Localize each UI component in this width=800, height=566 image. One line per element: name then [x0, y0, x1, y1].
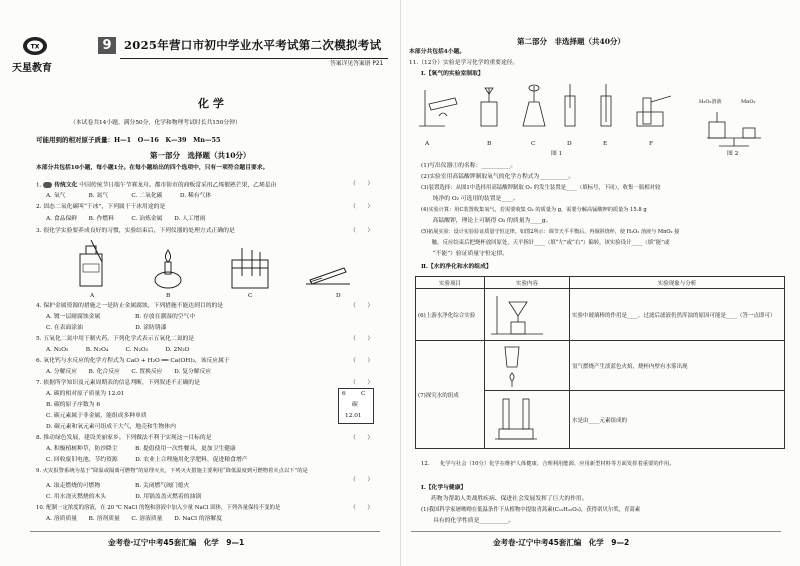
brand-logo-text: 天星教育 — [12, 63, 52, 74]
question-12-head: 12. 化学与社会（10分）化学在维护人体健康、合理利用能源、应用新型材料等方面发挥着重要的作用。 — [421, 461, 675, 467]
experiment-table — [415, 276, 785, 449]
question-1: 1. 传统文化 中国传统节日端午节赛龙舟。都市街市的商贩常采用乙烯催熟芒果，乙烯是由 — [36, 182, 277, 189]
right-footer: 金考卷·辽宁中考45套汇编 化学 9—2 — [493, 538, 630, 547]
question-2: 2. 固态二氧化碳叫“干冰”，下列属于干冰用途的是 — [36, 204, 166, 210]
left-page: TX 天星教育 9 2025年营口市初中学业水平考试第二次模拟考试 答案详见答案册 P21 化 学 （本试卷共14小题，满分50分，化学和物理考试时长共150分钟） 可能用到的相对原子质量：H—1 O—16 K—39 Mn—55 第一部分 选择题（共10分） 本部分共包括10小题，每小题1分。在每小题给出的四个选项中，只有一项符合题目要求。 1. 传统文化 中国传统节日端午节赛龙舟。都市街市的商贩常采用乙烯催熟芒果，乙烯是由 （ ） A. 氧气 B. 氮气 C. 二氧化碳 D. 稀有气体 2. 固态二氧化碳叫“干冰”，下列属于干冰用途的是 （ ） A. 食品保鲜 B. 作燃料 C. 冶炼金属 D. 人工增雨 3. 很化学实验要养成良好的习惯，实验结束后，下列仪器的处理方式正确的是 （ ） A B C D 4. 保护金属资源的措施之一是防止金属腐蚀，下列措施不能达到目的的是 （ ） A. 镀一层耐腐蚀金属 B. 存放在潮湿的空气中 C. 在表面涂油 D. 涂防锈漆 5. 五氧化二氮中用于制火药，下列化学式表示五氧化二氮的是 （ ） A. N₂O₅ B. N₂O₄ C. N₂O₃ D. 2N₂O 6. 氧化钙与水反应的化学方程式为 CaO + H₂O ══ Ca(OH)₂，该反应属于 （ ） A. 分解反应 B. 化合反应 C. 置换反应 D. 复分解反应 7. 依据所学知识及元素周期表的信息判断，下列叙述不正确的是 （ ） A. 碳的相对原子质量为 12.01 B. 碳的原子序数为 6 C. 碳元素属于非金属，能组成多种单质 D. 碳元素和氧元素可组成干大气，地壳和生物体内 6 C 碳 12.01 8. 推动绿色发展，建设美丽家乡。下列做法不利于实现这一目标的是 （ ） A. 积极植树种草，防沙降尘 B. 提倡使用一次性餐具，更加卫生健康 C. 回收废旧电池，节约资源 D. 农业上合理施用化学肥料，促进粮食增产 9. 火灾报警系统为基于“降温或隔离可燃物”的原理灭火，下列灭火措施主要利用“降低温度到可燃物着火点以下”的是 （ ） A. 取走燃烧的可燃物 B. 关闭燃气阀门熄火 C. 用水浇灭燃烧的木头 D. 用锅盖盖灭燃着的油锅 10. 配制一定浓度的溶液，在 20 ℃ NaCl 的饱和溶液中加入少量 NaCl 固体，下列各量保持不变的是 （ ） A. 溶质质量 B. 溶剂质量 C. 溶液质量 D. NaCl 的溶解度 金考卷·辽宁中考45套汇编 化学 9—1 — [0, 0, 400, 566]
q12-section1: Ⅰ.【化学与健康】 — [421, 485, 467, 491]
paper-number-badge: 9 — [98, 37, 116, 54]
left-footer: 金考卷·辽宁中考45套汇编 化学 9—1 — [108, 538, 245, 547]
part2-instructions: 本部分共包括4小题。 — [409, 49, 466, 55]
exam-title: 2025年营口市初中学业水平考试第二次模拟考试 — [124, 38, 382, 52]
question-5: 5. 五氧化二氮中用于制火药，下列化学式表示五氧化二氮的是 — [36, 336, 195, 342]
part1-instructions: 本部分共包括10小题，每小题1分。在每小题给出的四个选项中，只有一项符合题目要求。 — [36, 165, 269, 171]
filtration-apparatus-icon — [487, 292, 547, 336]
figure-1-caption: 图 1 — [551, 151, 563, 157]
hydrogen-burning-icon — [487, 343, 547, 387]
part1-title: 第一部分 选择题（共10分） — [150, 151, 251, 160]
svg-text:TX: TX — [30, 43, 40, 51]
question-8: 8. 推动绿色发展，建设美丽家乡。下列做法不利于实现这一目标的是 — [36, 435, 212, 441]
question-9: 9. 火灾报警系统为基于“降温或隔离可燃物”的原理灭火，下列灭火措施主要利用“降低温度到可燃物着火点以下”的是 — [36, 468, 308, 474]
apparatus-figure-1 — [415, 82, 685, 142]
table-header: 实验内容 — [485, 277, 570, 289]
culture-tag-icon — [43, 182, 52, 188]
question-10: 10. 配制一定浓度的溶液，在 20 ℃ NaCl 的饱和溶液中加入少量 NaCl 固体，下列各量保持不变的是 — [36, 505, 281, 511]
question-6: 6. 氧化钙与水反应的化学方程式为 CaO + H₂O ══ Ca(OH)₂，该反应属于 — [36, 358, 230, 364]
question-3: 3. 很化学实验要养成良好的习惯，实验结束后，下列仪器的处理方式正确的是 — [36, 228, 235, 234]
question-11-head: 11.（12分）实验是学习化学的重要途径。 — [409, 60, 519, 66]
exam-note: （本试卷共14小题，满分50分，化学和物理考试时长共150分钟） — [70, 120, 241, 126]
element-card-carbon: 6 C 碳 12.01 — [338, 388, 374, 424]
table-row: 水是由____元素组成的 — [416, 391, 785, 449]
subject-title: 化 学 — [198, 97, 224, 110]
alcohol-lamp-icon — [150, 248, 186, 290]
atomic-masses: 可能用到的相对原子质量：H—1 O—16 K—39 Mn—55 — [36, 136, 221, 144]
figure-2-caption: 图 2 — [727, 151, 739, 157]
tianxing-logo-icon — [22, 36, 48, 56]
table-row: (6)上游水净化综合实验 实验中玻璃棒的作用是____，过滤后滤液仍然浑浊的原因可能是____（答一点即可） — [416, 289, 785, 341]
q11-section2: Ⅱ.【水的净化和水的组成】 — [421, 264, 492, 270]
question-4: 4. 保护金属资源的措施之一是防止金属腐蚀，下列措施不能达到目的的是 — [36, 303, 224, 309]
table-header: 实验项目 — [416, 277, 485, 289]
part2-title: 第二部分 非选择题（共40分） — [517, 37, 625, 46]
table-header: 实验现象与分析 — [570, 277, 785, 289]
table-row: (7)探究水的组成 氢气燃烧产生淡蓝色火焰，烧杯内壁有水雾出现 — [416, 341, 785, 391]
test-tube-icon — [304, 260, 352, 288]
balance-scale-icon — [699, 108, 769, 148]
answer-reference: 答案详见答案册 P21 — [330, 61, 384, 67]
question-7: 7. 依据所学知识及元素周期表的信息判断，下列叙述不正确的是 — [36, 380, 200, 386]
test-tube-rack-icon — [230, 246, 270, 290]
question-1-options: A. 氧气 B. 氮气 C. 二氧化碳 D. 稀有气体 — [46, 193, 212, 199]
reagent-bottle-icon — [72, 240, 112, 290]
electrolysis-apparatus-icon — [487, 393, 547, 445]
question-2-options: A. 食品保鲜 B. 作燃料 C. 冶炼金属 D. 人工增雨 — [46, 216, 206, 222]
q11-section1: Ⅰ.【氧气的实验室制取】 — [421, 71, 484, 77]
right-page: 第二部分 非选择题（共40分） 本部分共包括4小题。 11.（12分）实验是学习化学的重要途径。 Ⅰ.【氧气的实验室制取】 A B C D E F 图 1 H₂O₂溶液 MnO₂ 图 2 (1)写出仪器①的名称：__________。 (2)实验室用高锰酸钾制取氧气的化学方程式为__________。 (3)装置选择：从图1中选择用高锰酸钾制取 O₂ 的发生装置是____（填标号，下同），收集一瓶相对较 纯净的 O₂ 可选用的装置是____。 (4)实验计算：用C装置收集氧气，若需要收集 O₂ 的质量为 g，需要分解高锰酸钾的质量为 15.8 g 高锰酸钾，理论上可制得 O₂ 的质量为____g。 (5)拓展实验：设计实验验证质量守恒定律。如图2所示：调节天平平衡后，再倾斜烧杯，使 H₂O₂ 溶液与 MnO₂ 接 触，反应结束后把烧杯放回原处，天平指针____（填“左”或“右”）偏转，该实验设计____（填“能”或 “不能”）验证质量守恒定律。 Ⅱ.【水的净化和水的组成】 实验项目 实验内容 实验现象与分析 (6)上游水净化综合实验 实验中玻璃棒的作用是____，过滤后滤液仍然浑浊的原因可能是____（答一点即可） (7)探究水的组成 氢气燃烧产生淡蓝色火焰，烧杯内壁有水雾出现 水是由____元素组成的 12. 化学与社会（10分）化学在维护人体健康、合理利用能源、应用新型材料等方面发挥着重要的作用。 Ⅰ.【化学与健康】 药物为帮助人类战胜疾病、保进社会发展发挥了巨大的作用。 (1)我国科学家屠呦呦在低温条件下从植物中提取青蒿素(C₁₅H₂₂O₅)，获得诺贝尔奖，青蒿素 具有的化学性质是__________。 金考卷·辽宁中考45套汇编 化学 9—2 — [400, 0, 800, 566]
